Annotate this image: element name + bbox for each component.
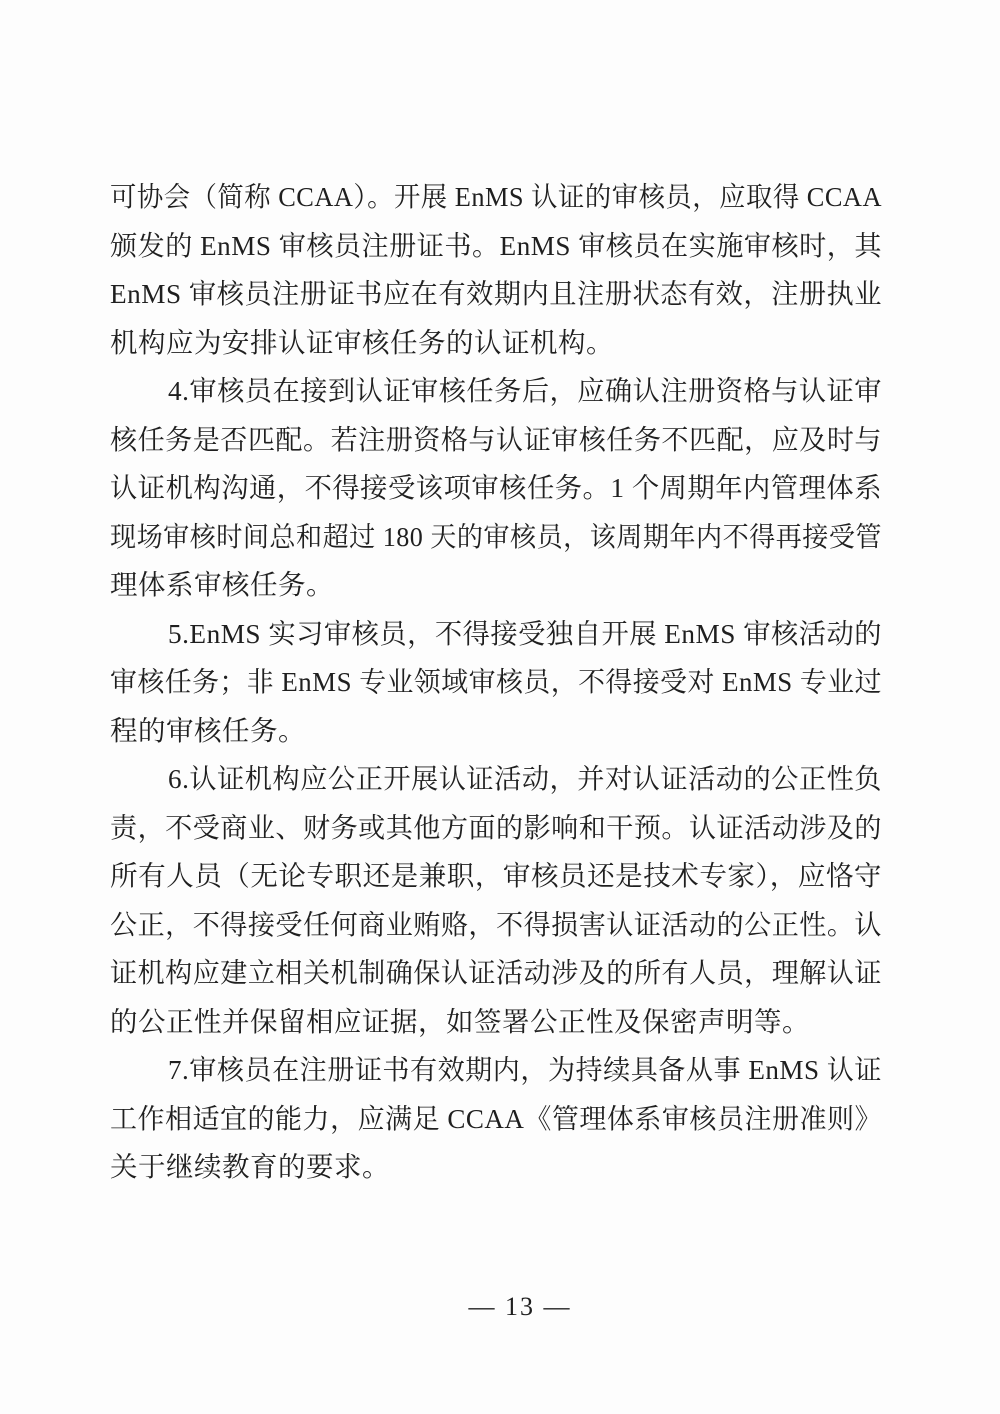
text-line-content: 颁发的 EnMS 审核员注册证书。EnMS 审核员在实施审核时，其 (110, 229, 882, 261)
text-line (110, 561, 882, 610)
text-line-content: 公正，不得接受任何商业贿赂，不得损害认证活动的公正性。认 (110, 908, 882, 940)
text-line (110, 1046, 882, 1095)
text-line (110, 270, 882, 319)
text-line-content: 责，不受商业、财务或其他方面的影响和干预。认证活动涉及的 (110, 811, 882, 843)
text-line (110, 755, 882, 804)
text-line-content: 的公正性并保留相应证据，如签署公正性及保密声明等。 (110, 1005, 810, 1037)
text-line (110, 901, 882, 950)
text-line-content: 可协会（简称 CCAA）。开展 EnMS 认证的审核员，应取得 CCAA (110, 181, 882, 212)
text-line-content: EnMS 审核员注册证书应在有效期内且注册状态有效，注册执业 (110, 278, 882, 309)
text-line (110, 513, 882, 562)
text-line (110, 658, 882, 707)
text-line (110, 173, 882, 222)
text-line-content: 工作相适宜的能力，应满足 CCAA《管理体系审核员注册准则》 (110, 1102, 882, 1134)
text-line (110, 367, 882, 416)
text-line-content: 4.审核员在接到认证审核任务后，应确认注册资格与认证审 (168, 375, 882, 406)
document-body (110, 173, 882, 1192)
text-line (110, 852, 882, 901)
text-line-content: 证机构应建立相关机制确保认证活动涉及的所有人员，理解认证 (110, 957, 882, 988)
text-line (110, 1143, 882, 1192)
text-line (110, 707, 882, 756)
text-line-content: 理体系审核任务。 (110, 569, 334, 600)
text-line-content: 机构应为安排认证审核任务的认证机构。 (110, 326, 614, 358)
page-number: — 13 — (468, 1292, 572, 1321)
text-line-content: 审核任务；非 EnMS 专业领域审核员，不得接受对 EnMS 专业过 (110, 666, 882, 697)
text-line-content: 现场审核时间总和超过 180 天的审核员，该周期年内不得再接受管 (110, 520, 882, 552)
page-footer (0, 1290, 1000, 1324)
text-line (110, 610, 882, 659)
text-line-content: 7.审核员在注册证书有效期内，为持续具备从事 EnMS 认证 (168, 1054, 882, 1085)
text-line-content: 所有人员（无论专职还是兼职，审核员还是技术专家），应恪守 (110, 860, 882, 891)
text-line (110, 222, 882, 271)
text-line (110, 804, 882, 853)
text-line (110, 998, 882, 1047)
text-line-content: 关于继续教育的要求。 (110, 1151, 390, 1182)
text-line-content: 核任务是否匹配。若注册资格与认证审核任务不匹配，应及时与 (110, 423, 882, 455)
text-line-content: 认证机构沟通，不得接受该项审核任务。1 个周期年内管理体系 (110, 472, 882, 503)
text-line-content: 6.认证机构应公正开展认证活动，并对认证活动的公正性负 (168, 763, 882, 794)
text-line-content: 5.EnMS 实习审核员，不得接受独自开展 EnMS 审核活动的 (168, 617, 882, 649)
text-line-content: 程的审核任务。 (110, 714, 306, 746)
text-line (110, 319, 882, 368)
text-line (110, 416, 882, 465)
text-line (110, 1095, 882, 1144)
text-line (110, 949, 882, 998)
text-line (110, 464, 882, 513)
